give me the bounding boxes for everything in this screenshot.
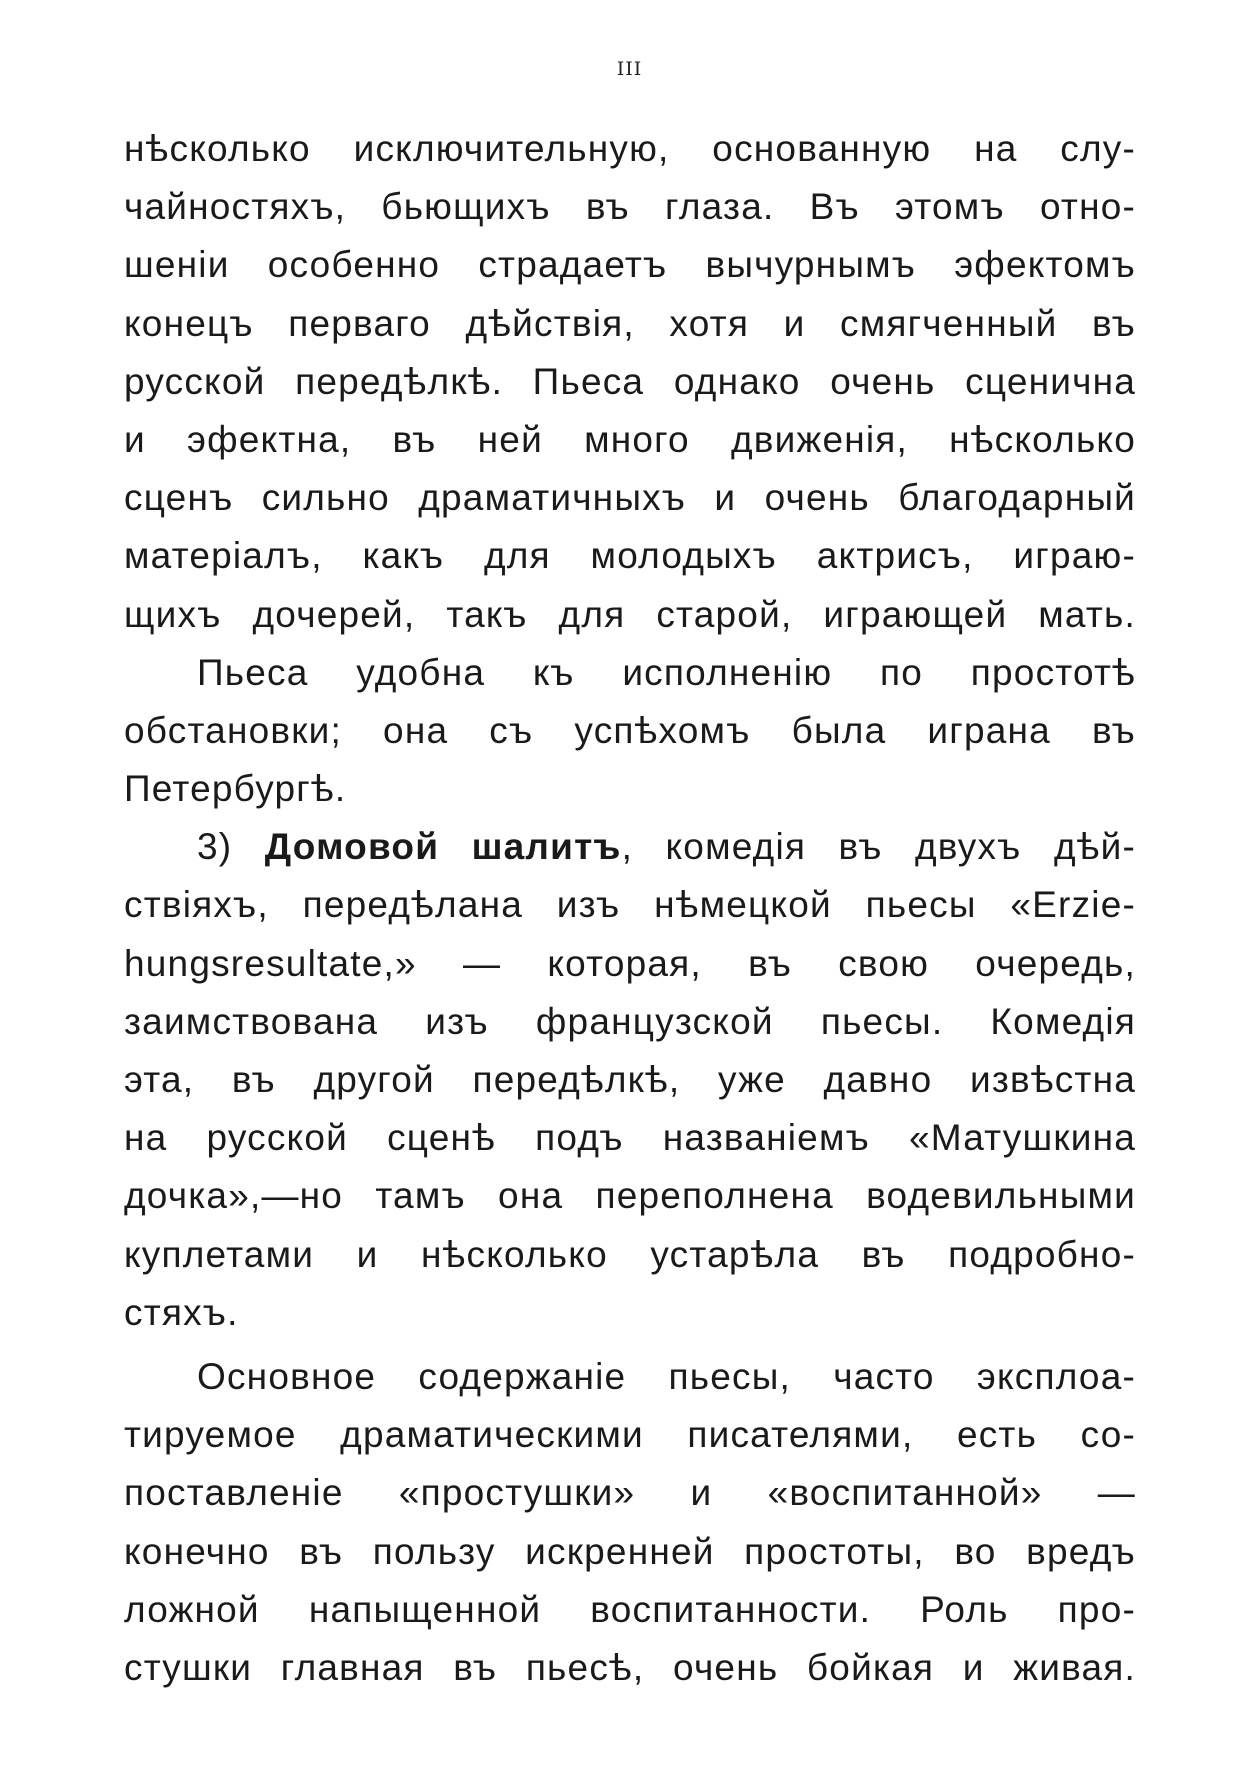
text-line: матеріалъ, какъ для молодыхъ актрисъ, играю- (124, 535, 1136, 577)
text-line: конечно въ пользу искренней простоты, во вредъ (124, 1530, 1136, 1572)
text-line: чайностяхъ, бьющихъ въ глаза. Въ этомъ отно- (124, 186, 1136, 228)
text-line: ложной напыщенной воспитанности. Роль про- (124, 1588, 1136, 1630)
paragraph-4 (124, 1348, 1136, 1697)
text-line: дочка»,—но тамъ она переполнена водевильными (124, 1175, 1136, 1217)
text-line: и эфектна, въ ней много движенія, нѣсколько (124, 418, 1136, 460)
text-line-item-heading (124, 818, 1136, 876)
text-line: конецъ перваго дѣйствія, хотя и смягченный въ (124, 302, 1136, 344)
paragraph-3 (124, 818, 1136, 1342)
text-line: на русской сценѣ подъ названіемъ «Матушкина (124, 1117, 1136, 1159)
text-line: стушки главная въ пьесѣ, очень бойкая и живая. (124, 1646, 1136, 1688)
item-number: 3) (197, 826, 233, 868)
text-line: Петербургѣ. (124, 768, 347, 810)
text-line: шеніи особенно страдаетъ вычурнымъ эфектомъ (124, 244, 1136, 286)
paragraph-1 (124, 120, 1136, 644)
text-line: куплетами и нѣсколько устарѣла въ подробно- (124, 1233, 1136, 1275)
item-heading-rest: , комедія въ двухъ дѣй- (621, 826, 1137, 868)
play-title: Домовой шалитъ (264, 826, 622, 868)
text-line: поставленіе «простушки» и «воспитанной» — (124, 1472, 1136, 1514)
text-line: нѣсколько исключительную, основанную на слу- (124, 128, 1136, 169)
text-line: Пьеса удобна къ исполненію по простотѣ (197, 651, 1136, 693)
text-line: сценъ сильно драматичныхъ и очень благодарный (124, 477, 1136, 519)
body-text (124, 120, 1136, 1697)
text-line: русской передѣлкѣ. Пьеса однако очень сценична (124, 360, 1136, 402)
text-line: эта, въ другой передѣлкѣ, уже давно извѣстна (124, 1059, 1136, 1100)
text-line: Основное содержаніе пьесы, часто эксплоа- (197, 1355, 1136, 1397)
text-line: заимствована изъ французской пьесы. Комедія (124, 1000, 1136, 1042)
text-line: обстановки; она съ успѣхомъ была играна въ (124, 709, 1136, 751)
text-line: hungsresultate,» — которая, въ свою очередь, (124, 942, 1136, 984)
paragraph-2 (124, 644, 1136, 819)
text-line: щихъ дочерей, такъ для старой, играющей мать. (124, 593, 1136, 635)
page-number: III (616, 58, 643, 80)
text-line: ствіяхъ, передѣлана изъ нѣмецкой пьесы «Erzie- (124, 884, 1136, 926)
text-line: стяхъ. (124, 1291, 239, 1333)
text-line: тируемое драматическими писателями, есть со- (124, 1414, 1136, 1456)
